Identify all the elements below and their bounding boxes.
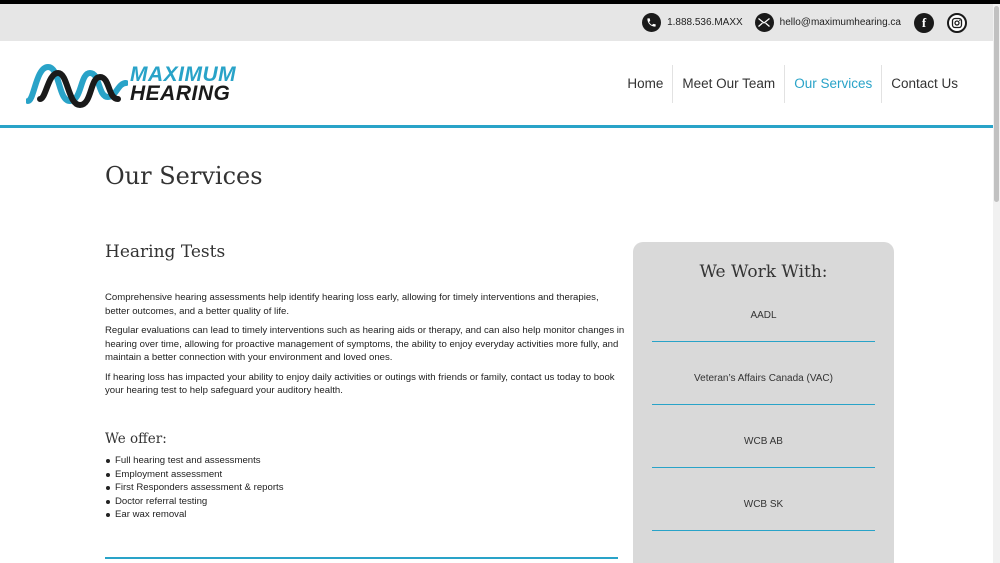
phone-number: 1.888.536.MAXX <box>667 17 743 28</box>
top-contact-bar <box>0 4 993 41</box>
partner-item: WCB AB <box>652 436 875 468</box>
instagram-icon[interactable] <box>947 13 967 33</box>
partners-title: We Work With: <box>699 262 828 282</box>
phone-link[interactable] <box>642 13 743 32</box>
list-item: Doctor referral testing <box>115 495 284 509</box>
list-item: Full hearing test and assessments <box>115 454 284 468</box>
nav-meet-our-team[interactable]: Meet Our Team <box>672 65 784 103</box>
mail-icon <box>755 13 774 32</box>
intro-paragraphs <box>105 291 625 404</box>
logo-text-hearing: HEARING <box>130 82 231 105</box>
partner-item: AADL <box>652 310 875 342</box>
email-address: hello@maximumhearing.ca <box>779 17 901 28</box>
offer-list <box>115 454 284 522</box>
paragraph: Comprehensive hearing assessments help identify hearing loss early, allowing for timely interventions and therapies, better outcomes, and a better quality of life. <box>105 292 599 317</box>
main-nav <box>618 65 967 103</box>
paragraph: Regular evaluations can lead to timely interventions such as hearing aids or therapy, and can also help monitor changes in hearing over time, allowing for proactive management of symptoms, the ability to enjoy everyday activities more fully, and maintain a better connection with your environment and loved ones. <box>105 325 625 363</box>
partners-panel <box>633 242 894 563</box>
section-title: Hearing Tests <box>105 242 226 262</box>
offer-heading: We offer: <box>105 431 167 447</box>
site-header <box>0 41 993 128</box>
list-item: Employment assessment <box>115 468 284 482</box>
scrollbar-thumb[interactable] <box>994 6 999 202</box>
partner-item: WCB SK <box>652 499 875 531</box>
section-divider <box>105 557 618 559</box>
site-logo[interactable] <box>26 59 236 109</box>
vertical-scrollbar[interactable] <box>993 4 1000 563</box>
page-title: Our Services <box>105 162 263 190</box>
email-link[interactable] <box>755 13 901 32</box>
facebook-icon[interactable]: f <box>914 13 934 33</box>
phone-icon <box>642 13 661 32</box>
paragraph: If hearing loss has impacted your ability to enjoy daily activities or outings with friends or family, contact us today to book your hearing test to help safeguard your auditory health. <box>105 371 615 396</box>
browser-viewport <box>0 4 993 563</box>
partner-item: Veteran’s Affairs Canada (VAC) <box>652 373 875 405</box>
nav-our-services[interactable]: Our Services <box>784 65 881 103</box>
nav-home[interactable]: Home <box>627 76 664 91</box>
logo-wave-icon <box>26 59 128 109</box>
list-item: Ear wax removal <box>115 508 284 522</box>
logo-text-maximum: MAXIMUM <box>130 63 237 86</box>
list-item: First Responders assessment & reports <box>115 482 284 493</box>
nav-contact-us[interactable]: Contact Us <box>881 65 967 103</box>
